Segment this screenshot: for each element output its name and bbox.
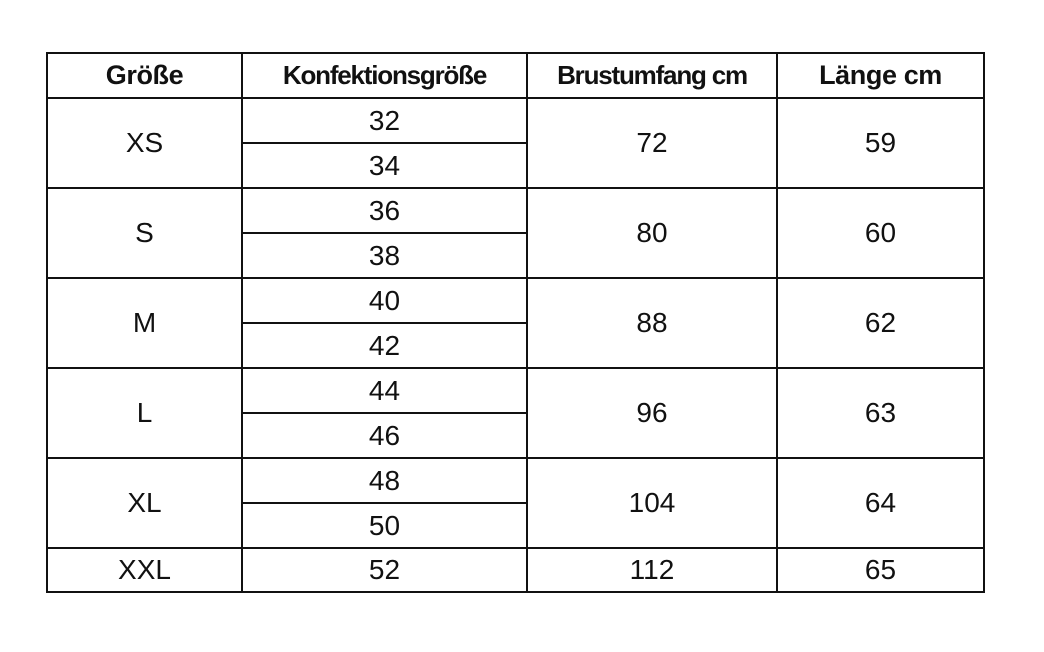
brust-cell: 88 bbox=[527, 278, 777, 368]
size-cell: L bbox=[47, 368, 242, 458]
size-cell: S bbox=[47, 188, 242, 278]
brust-cell: 112 bbox=[527, 548, 777, 592]
table-row bbox=[47, 278, 984, 323]
konfektion-cell: 52 bbox=[242, 548, 527, 592]
size-cell: XS bbox=[47, 98, 242, 188]
konfektion-cell: 38 bbox=[242, 233, 527, 278]
table-row bbox=[47, 548, 984, 592]
laenge-cell: 59 bbox=[777, 98, 984, 188]
size-cell: M bbox=[47, 278, 242, 368]
brust-cell: 80 bbox=[527, 188, 777, 278]
table-row bbox=[47, 368, 984, 413]
header-row bbox=[47, 53, 984, 98]
header-groesse: Größe bbox=[47, 53, 242, 98]
konfektion-cell: 42 bbox=[242, 323, 527, 368]
header-brustumfang: Brustumfang cm bbox=[527, 53, 777, 98]
konfektion-cell: 36 bbox=[242, 188, 527, 233]
konfektion-cell: 46 bbox=[242, 413, 527, 458]
table-row bbox=[47, 188, 984, 233]
laenge-cell: 62 bbox=[777, 278, 984, 368]
konfektion-cell: 34 bbox=[242, 143, 527, 188]
konfektion-cell: 50 bbox=[242, 503, 527, 548]
size-chart-table bbox=[46, 52, 985, 593]
brust-cell: 96 bbox=[527, 368, 777, 458]
konfektion-cell: 32 bbox=[242, 98, 527, 143]
laenge-cell: 64 bbox=[777, 458, 984, 548]
konfektion-cell: 48 bbox=[242, 458, 527, 503]
laenge-cell: 63 bbox=[777, 368, 984, 458]
konfektion-cell: 44 bbox=[242, 368, 527, 413]
size-cell: XXL bbox=[47, 548, 242, 592]
brust-cell: 104 bbox=[527, 458, 777, 548]
brust-cell: 72 bbox=[527, 98, 777, 188]
size-cell: XL bbox=[47, 458, 242, 548]
table-row bbox=[47, 98, 984, 143]
konfektion-cell: 40 bbox=[242, 278, 527, 323]
table-row bbox=[47, 458, 984, 503]
header-konfektionsgroesse: Konfektionsgröße bbox=[242, 53, 527, 98]
laenge-cell: 60 bbox=[777, 188, 984, 278]
laenge-cell: 65 bbox=[777, 548, 984, 592]
header-laenge: Länge cm bbox=[777, 53, 984, 98]
